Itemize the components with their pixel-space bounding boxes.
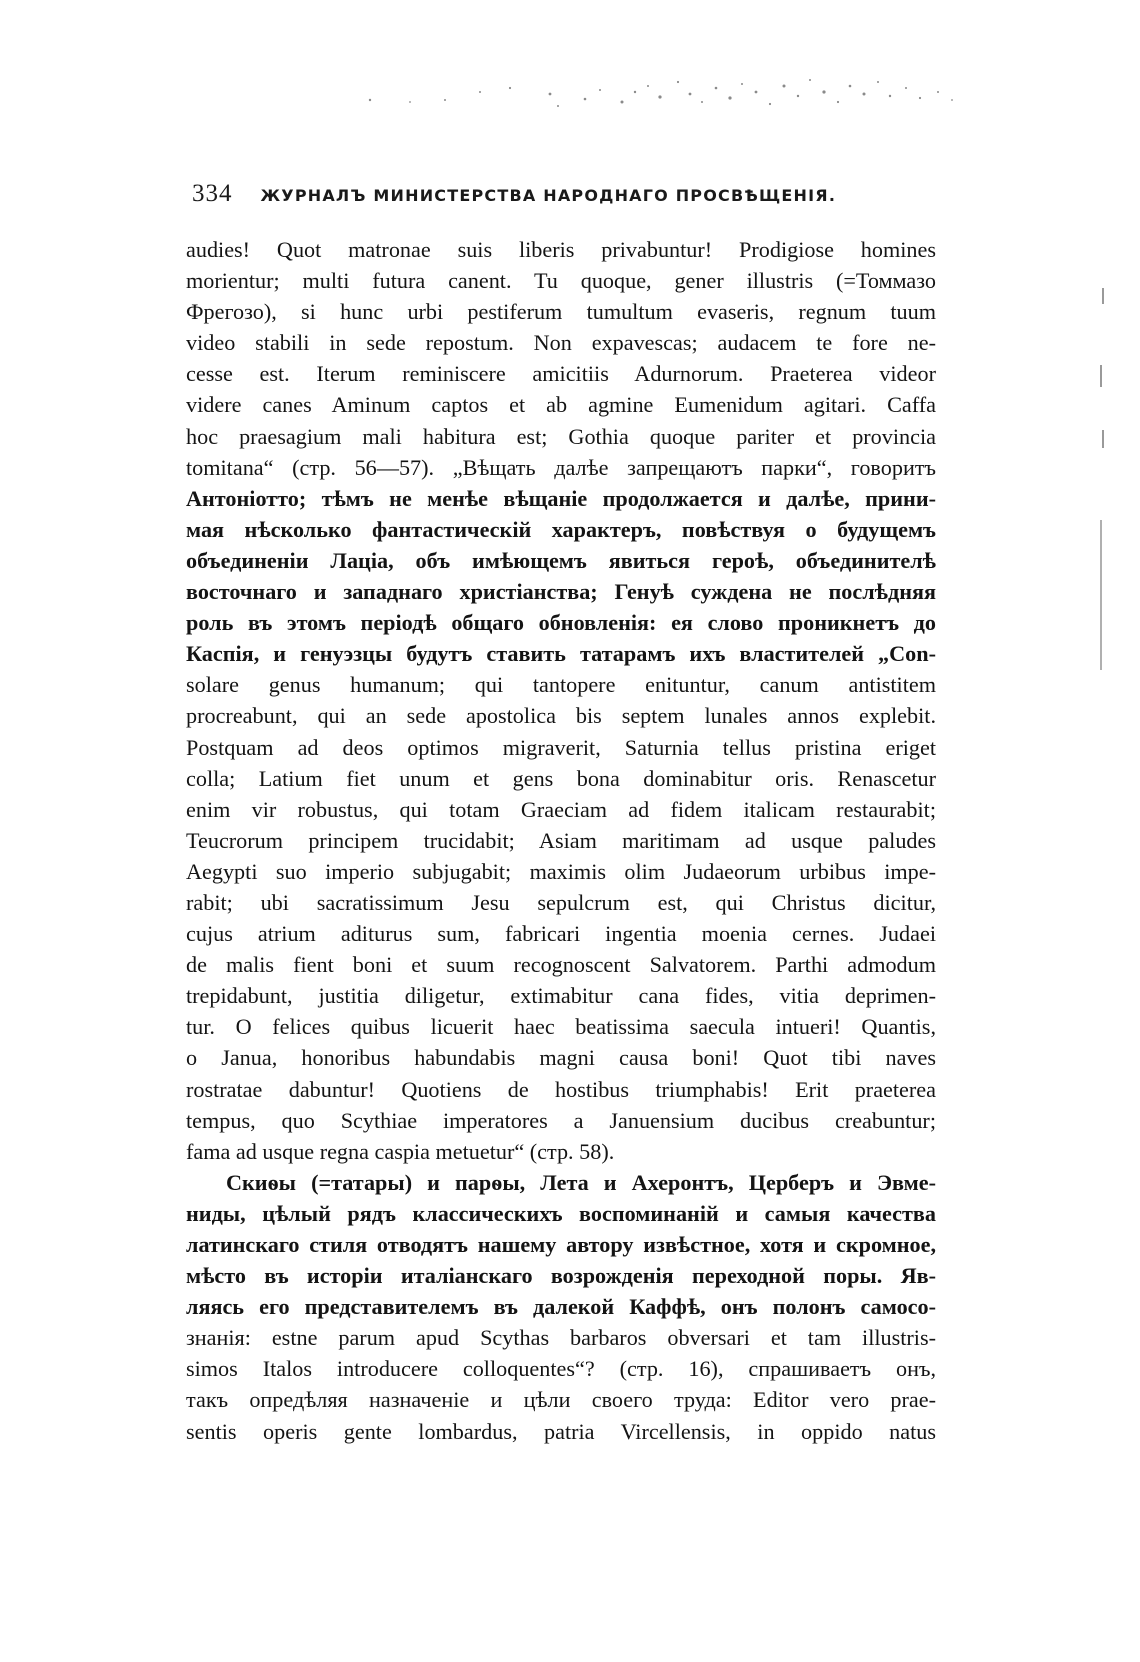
text-line: знанія: estne parum apud Scythas barbaros obversari et tam illustris- bbox=[186, 1325, 936, 1351]
text-line: Каспія, и генуэзцы будутъ ставить татарамъ ихъ властителей „Con- bbox=[186, 641, 936, 667]
text-line: восточнаго и западнаго христіанства; Генуѣ суждена не послѣдняя bbox=[186, 579, 936, 605]
text-line: audies! Quot matronae suis liberis privabuntur! Prodigiose homines bbox=[186, 237, 936, 262]
text-line: sentis operis gente lombardus, patria Vircellensis, in oppido natus bbox=[186, 1418, 936, 1444]
text-line: hoc praesagium mali habitura est; Gothia quoque pariter et provincia bbox=[186, 423, 936, 449]
text-line: video stabili in sede repostum. Non expavescas; audacem te fore ne- bbox=[186, 330, 936, 356]
text-line: rostratae dabuntur! Quotiens de hostibus triumphabis! Erit praeterea bbox=[186, 1076, 936, 1102]
text-line: мая нѣсколько фантастическій характеръ, повѣствуя о будущемъ bbox=[186, 516, 936, 542]
text-line: ниды, цѣлый рядъ классическихъ воспоминаній и самыя качества bbox=[186, 1200, 936, 1226]
text-line: такъ опредѣляя назначеніе и цѣли своего труда: Editor vero prae- bbox=[186, 1387, 936, 1413]
text-line: tur. O felices quibus licuerit haec beatissima saecula intueri! Quantis, bbox=[186, 1014, 936, 1040]
text-line: объединеніи Лаціа, объ имѣющемъ явиться героѣ, объединителѣ bbox=[186, 547, 936, 573]
text-line: мѣсто въ исторіи италіанскаго возрожденія переходной поры. Яв- bbox=[186, 1263, 936, 1289]
page-number: 334 bbox=[192, 180, 233, 207]
text-line: procreabunt, qui an sede apostolica bis septem lunales annos explebit. bbox=[186, 703, 936, 729]
running-head bbox=[192, 180, 932, 214]
text-line: solare genus humanum; qui tantopere enituntur, canum antistitem bbox=[186, 672, 936, 698]
text-line: Aegypti suo imperio subjugabit; maximis olim Judaeorum urbibus impe- bbox=[186, 858, 936, 884]
text-line: tomitana“ (стр. 56—57). „Вѣщать далѣе запрещаютъ парки“, говоритъ bbox=[186, 454, 936, 480]
text-line: morientur; multi futura canent. Tu quoque, gener illustris (=Томмазо bbox=[186, 268, 936, 294]
text-line: videre canes Aminum captos et ab agmine Eumenidum agitari. Caffa bbox=[186, 392, 936, 418]
text-line: Фрегозо), si hunc urbi pestiferum tumultum evaseris, regnum tuum bbox=[186, 299, 936, 325]
text-line: o Janua, honoribus habundabis magni causa boni! Quot tibi naves bbox=[186, 1045, 936, 1071]
text-line: Postquam ad deos optimos migraverit, Saturnia tellus pristina eriget bbox=[186, 734, 936, 760]
text-line: colla; Latium fiet unum et gens bona dominabitur oris. Renascetur bbox=[186, 765, 936, 791]
text-line: rabit; ubi sacratissimum Jesu sepulcrum est, qui Christus dicitur, bbox=[186, 889, 936, 915]
journal-title: ЖУРНАЛЪ МИНИСТЕРСТВА НАРОДНАГО ПРОСВѢЩЕНІЯ. bbox=[260, 186, 837, 205]
text-line: cesse est. Iterum reminiscere amicitiis Adurnorum. Praeterea videor bbox=[186, 361, 936, 387]
margin-mark bbox=[1102, 430, 1104, 448]
margin-mark bbox=[1100, 520, 1102, 670]
text-line: роль въ этомъ періодѣ общаго обновленія: ея слово проникнетъ до bbox=[186, 610, 936, 636]
margin-mark bbox=[1102, 288, 1104, 304]
scan-speckle-noise bbox=[360, 72, 960, 132]
text-line: trepidabunt, justitia diligetur, extimabitur cana fides, vitia deprimen- bbox=[186, 983, 936, 1009]
text-line: cujus atrium aditurus sum, fabricari ingentia moenia cernes. Judaei bbox=[186, 921, 936, 947]
text-line: de malis fient boni et suum recognoscent Salvatorem. Parthi admodum bbox=[186, 952, 936, 978]
text-line: Teucrorum principem trucidabit; Asiam maritimam ad usque paludes bbox=[186, 827, 936, 853]
text-line: Антоніотто; тѣмъ не менѣе вѣщаніе продолжается и далѣе, прини- bbox=[186, 485, 936, 511]
text-line: Скиѳы (=татары) и парѳы, Лета и Ахеронтъ, Церберъ и Эвме- bbox=[226, 1169, 936, 1195]
text-line: ляясь его представителемъ въ далекой Каффѣ, онъ полонъ самосо- bbox=[186, 1294, 936, 1320]
text-line: enim vir robustus, qui totam Graeciam ad fidem italicam restaurabit; bbox=[186, 796, 936, 822]
body-text bbox=[186, 234, 936, 1447]
text-line: латинскаго стиля отводятъ нашему автору извѣстное, хотя и скромное, bbox=[186, 1232, 936, 1257]
text-line: fama ad usque regna caspia metuetur“ (стр. 58). bbox=[186, 1138, 615, 1164]
margin-mark bbox=[1100, 365, 1102, 387]
text-line: tempus, quo Scythiae imperatores a Januensium ducibus creabuntur; bbox=[186, 1107, 936, 1133]
text-line: simos Italos introducere colloquentes“? (стр. 16), спрашиваетъ онъ, bbox=[186, 1356, 936, 1382]
